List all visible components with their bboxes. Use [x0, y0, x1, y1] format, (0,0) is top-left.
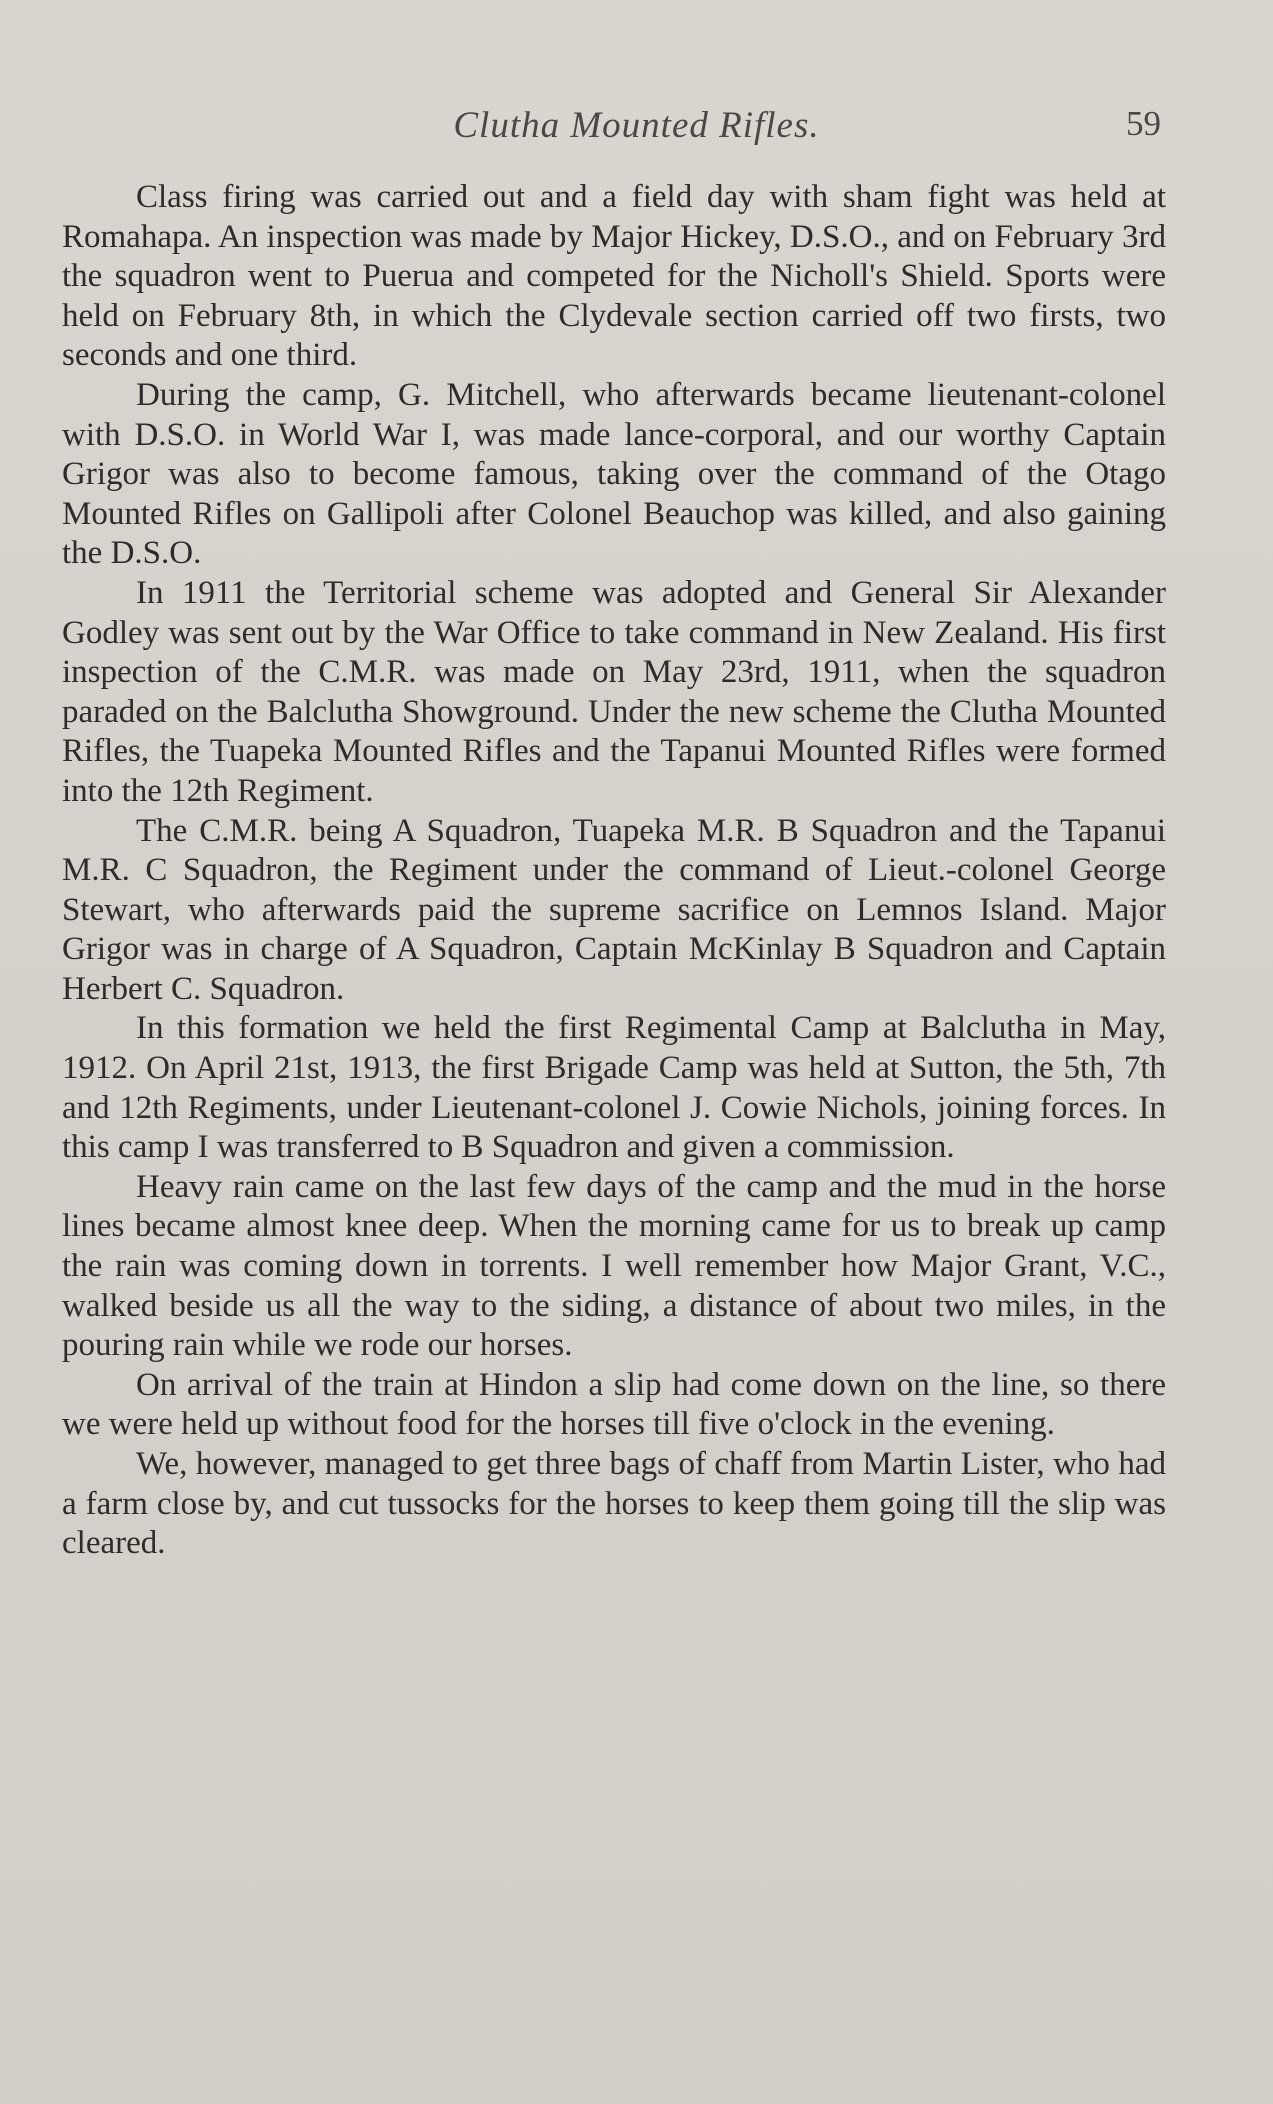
- paragraph-hindon-slip: On arrival of the train at Hindon a slip had come down on the line, so there we were held up without food for the horses till five o'clock in the evening.: [62, 1366, 1166, 1443]
- paragraph-chaff: We, however, managed to get three bags of chaff from Martin Lister, who had a farm close by, and cut tussocks for the horses to keep them going till the slip was cleared.: [62, 1446, 1166, 1562]
- paragraph-regimental-camp: In this formation we held the first Regimental Camp at Balclutha in May, 1912. On April 21st, 1913, the first Brigade Camp was held at Sutton, the 5th, 7th and 12th Regiments, under Lieutenant-colonel J. Cowie Nichols, joining forces. In this camp I was transferred to B Squadron and given a commission.: [62, 1010, 1166, 1166]
- paragraph-heavy-rain: Heavy rain came on the last few days of the camp and the mud in the horse lines became almost knee deep. When the morning came for us to break up camp the rain was coming down in torrents. I well remember how Major Grant, V.C., walked beside us all the way to the siding, a distance of about two miles, in the pouring rain while we rode our horses.: [62, 1168, 1166, 1364]
- paragraph-during-camp: During the camp, G. Mitchell, who afterwards became lieutenant-colonel with D.S.O. in World War I, was made lance-corporal, and our worthy Captain Grigor was also to become famous, taking over the command of the Otago Mounted Rifles on Gallipoli after Colonel Beauchop was killed, and also gaining the D.S.O.: [62, 376, 1166, 572]
- page-number: 59: [1126, 104, 1161, 143]
- paragraph-territorial-scheme: In 1911 the Territorial scheme was adopted and General Sir Alexander Godley was sent out by the War Office to take command in New Zealand. His first inspection of the C.M.R. was made on May 23rd, 1911, when the squadron paraded on the Balclutha Showground. Under the new scheme the Clutha Mounted Rifles, the Tuapeka Mounted Rifles and the Tapanui Mounted Rifles were formed into the 12th Regiment.: [62, 574, 1166, 809]
- running-title: Clutha Mounted Rifles.: [453, 105, 820, 146]
- paragraph-squadrons: The C.M.R. being A Squadron, Tuapeka M.R. B Squadron and the Tapanui M.R. C Squadron, the Regiment under the command of Lieut.-colonel George Stewart, who afterwards paid the supreme sacrifice on Lemnos Island. Major Grigor was in charge of A Squadron, Captain McKinlay B Squadron and Captain Herbert C. Squadron.: [62, 812, 1166, 1007]
- running-head: [0, 96, 1273, 152]
- body-text: [62, 178, 1166, 1564]
- paragraph-class-firing: Class firing was carried out and a field day with sham fight was held at Romahapa. An inspection was made by Major Hickey, D.S.O., and on February 3rd the squadron went to Puerua and competed for the Nicholl's Shield. Sports were held on February 8th, in which the Clydevale section carried off two firsts, two seconds and one third.: [62, 179, 1166, 374]
